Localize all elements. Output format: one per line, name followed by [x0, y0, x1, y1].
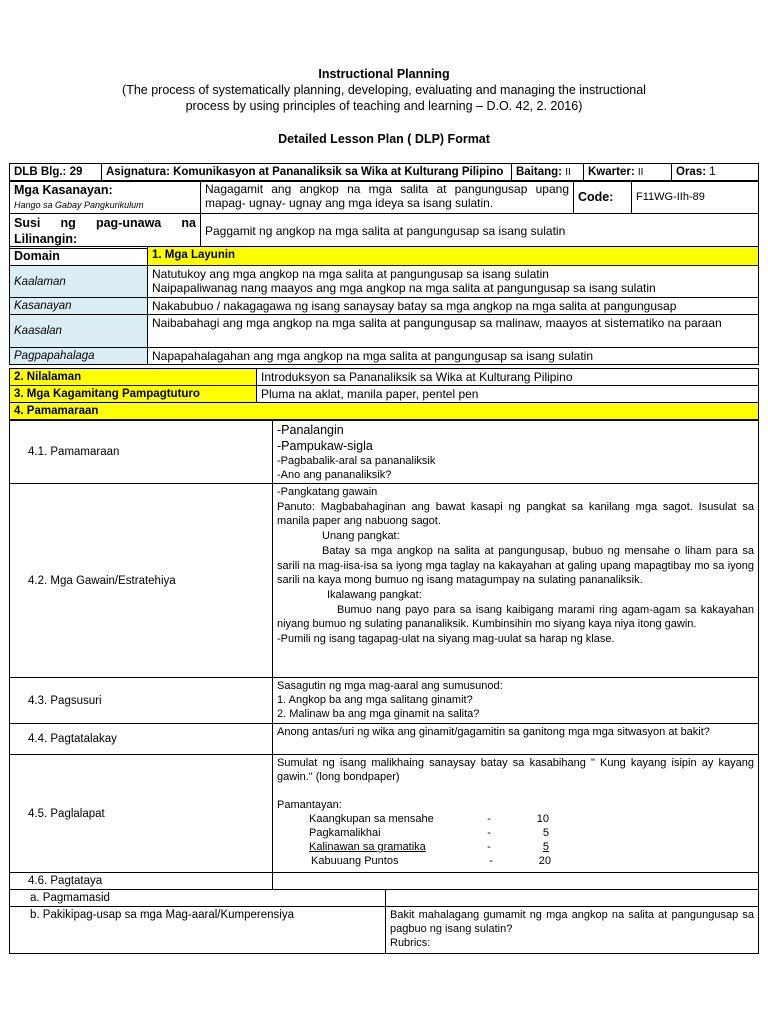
susi-label: Susi ng pag-unawa na Lilinangin:: [10, 214, 201, 249]
susi-text: Paggamit ng angkop na mga salita at pangungusap sa isang sulatin: [201, 214, 759, 249]
nilalaman-text: Introduksyon sa Pananaliksik sa Wika at Kulturang Pilipino: [257, 369, 759, 386]
p42-content: -Pangkatang gawain Panuto: Magbabahaginan ang bawat kasapi ng pangkat sa kanilang mga sagot. Isusulat sa manila paper ang nabuong sagot. Unang pangkat: Batay sa mga angkop na salita at pangungusap, bubuo ng mensahe o liham para sa sarili na mag-iisa-isa sa iyong mga taglay na kakayahan at galing upang mapagtibay mo sa iyong sarili na kaya mong bumuo ng isang matagumpay na sulating pananaliksik. Ikalawang pangkat: Bumuo nang payo para sa isang kaibigang marami ring agam-agam sa kakayahan niyang bumuo ng sulating pananaliksik. Kumbinsihin mo siyang kaya niya itong gawin. -Pumili ng isang tagapag-ulat na siyang mag-uulat sa harap ng klase.: [273, 484, 759, 678]
document-title: Instructional Planning: [318, 67, 450, 81]
pagmamasid: a. Pagmamasid: [10, 890, 386, 907]
p41-content: -Panalangin -Pampukaw-sigla -Pagbabalik-aral sa pananaliksik -Ano ang pananaliksik?: [273, 421, 759, 484]
pakikipag-usap: b. Pakikipag-usap sa mga Mag-aaral/Kumperensiya: [10, 907, 386, 954]
dlb-number: DLB Blg.: 29: [10, 164, 102, 182]
pamamaraan-header: 4. Pamamaraan: [10, 403, 759, 420]
criteria-row: Kalinawan sa gramatika - 5: [309, 841, 549, 853]
kaasalan-text: Naibabahagi ang mga angkop na mga salita at pangungusap sa malinaw, maayos at sistematiko na paraan: [148, 315, 759, 348]
p43-label: 4.3. Pagsusuri: [10, 678, 273, 724]
p46-label: 4.6. Pagtataya: [10, 873, 273, 890]
kasanayan-text: Nagagamit ang angkop na mga salita at pangungusap upang mapag- ugnay- ugnay ang mga ideya sa isang sulatin.: [201, 181, 574, 214]
criteria-row: Kaangkupan sa mensahe - 10: [309, 813, 549, 825]
kwarter: Kwarter: II: [584, 164, 672, 182]
pagpapahalaga-text: Napapahalagahan ang mga angkop na mga salita at pangungusap sa isang sulatin: [148, 348, 759, 365]
pagmamasid-blank: [386, 890, 759, 907]
code-label: Code:: [574, 181, 632, 214]
document-subtitle-line1: (The process of systematically planning, developing, evaluating and managing the instructional: [122, 83, 646, 97]
kagamitan-text: Pluma na aklat, manila paper, pentel pen: [257, 386, 759, 403]
procedures-table: [9, 420, 759, 890]
kaalaman-label: Kaalaman: [10, 266, 148, 298]
kasanayan-obj-text: Nakabubuo / nakagagawa ng isang sanaysay batay sa mga angkop na mga salita at pangungusap: [148, 298, 759, 315]
pagpapahalaga-label: Pagpapahalaga: [10, 348, 148, 365]
kagamitan-label: 3. Mga Kagamitang Pampagtuturo: [10, 386, 257, 403]
p44-content: Anong antas/uri ng wika ang ginamit/gagamitin sa ganitong mga mga sitwasyon at bakit?: [273, 724, 759, 755]
kasanayan-label: Mga Kasanayan:: [14, 183, 113, 197]
document-subtitle-line2: process by using principles of teaching and learning – D.O. 42, 2. 2016): [185, 99, 583, 113]
kasanayan-sublabel: Hango sa Gabay Pangkurikulum: [14, 200, 144, 210]
objectives-table: [9, 246, 759, 365]
pagtataya-table: [9, 889, 759, 954]
kaalaman-text: Natutukoy ang mga angkop na mga salita at pangungusap sa isang sulatin Naipapaliwanag nang maayos ang mga angkop na mga salita at pangungusap sa isang sulatin: [148, 266, 759, 298]
kaasalan-label: Kaasalan: [10, 315, 148, 348]
p45-content: Sumulat ng isang malikhaing sanaysay batay sa kasabihang " Kung kayang isipin ay kayang gawin." (long bondpaper) Pamantayan: Kaangkupan sa mensahe - 10 Pagkamalikhai - 5 Kalinawan sa gramatika - 5 Kabuuang Puntos - 20: [273, 755, 759, 873]
p45-label: 4.5. Paglalapat: [10, 755, 273, 873]
oras: Oras: 1: [672, 164, 759, 182]
content-table: [9, 368, 759, 420]
p46-blank: [273, 873, 759, 890]
baitang: Baitang: II: [512, 164, 584, 182]
code-value: F11WG-IIh-89: [632, 181, 759, 214]
p43-content: Sasagutin ng mga mag-aaral ang sumusunod: 1. Angkop ba ang mga salitang ginamit? 2. Malinaw ba ang mga ginamit na salita?: [273, 678, 759, 724]
criteria-row: Kabuuang Puntos - 20: [311, 855, 551, 867]
asignatura: Asignatura: Komunikasyon at Pananaliksik sa Wika at Kulturang Pilipino: [102, 164, 512, 182]
p44-label: 4.4. Pagtatalakay: [10, 724, 273, 755]
domain-label: Domain: [10, 247, 148, 266]
p42-label: 4.2. Mga Gawain/Estratehiya: [10, 484, 273, 678]
layunin-header: 1. Mga Layunin: [148, 247, 759, 266]
kasanayan-table: [9, 180, 759, 249]
nilalaman-label: 2. Nilalaman: [10, 369, 257, 386]
kasanayan-obj-label: Kasanayan: [10, 298, 148, 315]
criteria-row: Pagkamalikhai - 5: [309, 827, 549, 839]
pakikipag-usap-content: Bakit mahalagang gumamit ng mga angkop na salita at pangungusap sa pagbuo ng isang sulatin? Rubrics:: [386, 907, 759, 954]
p41-label: 4.1. Pamamaraan: [10, 421, 273, 484]
format-title: Detailed Lesson Plan ( DLP) Format: [278, 132, 490, 146]
kasanayan-label-cell: [10, 181, 201, 214]
